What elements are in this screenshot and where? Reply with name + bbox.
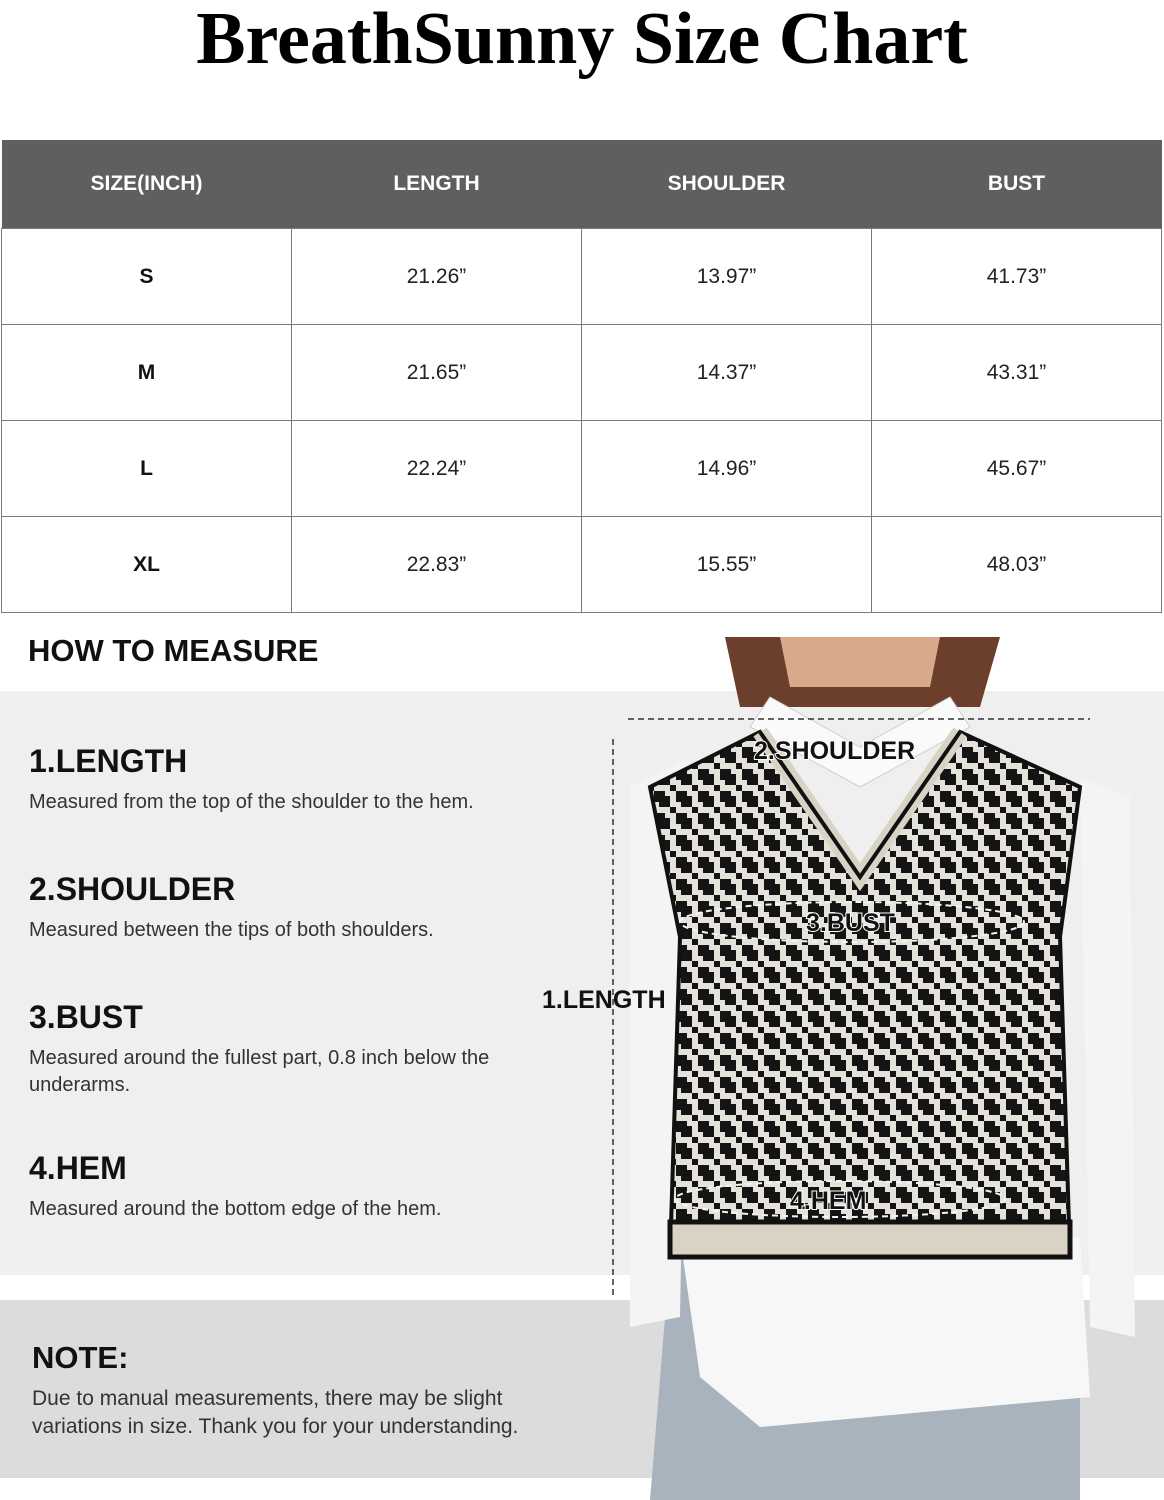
vest-shape bbox=[650, 732, 1080, 1257]
table-row bbox=[2, 325, 1162, 421]
size-cell: L bbox=[2, 421, 292, 517]
length-cell: 22.83” bbox=[292, 517, 582, 613]
note-text: Due to manual measurements, there may be slight variations in size. Thank you for your understanding. bbox=[32, 1387, 519, 1438]
length-label: 1.LENGTH bbox=[542, 986, 666, 1014]
measure-description: Measured between the tips of both shoulders. bbox=[29, 919, 434, 941]
bust-cell: 43.31” bbox=[872, 325, 1162, 421]
measure-item-hem bbox=[29, 1150, 589, 1223]
hem-band bbox=[670, 1222, 1070, 1257]
vest-diagram bbox=[610, 637, 1164, 1500]
column-header-shoulder: SHOULDER bbox=[582, 140, 872, 229]
shoulder-cell: 14.37” bbox=[582, 325, 872, 421]
hem-label: 4.HEM bbox=[790, 1187, 867, 1215]
page-title: BreathSunny Size Chart bbox=[196, 0, 968, 80]
measure-description: Measured around the fullest part, 0.8 inch below the underarms. bbox=[29, 1047, 490, 1096]
column-header-length: LENGTH bbox=[292, 140, 582, 229]
length-cell: 21.65” bbox=[292, 325, 582, 421]
measure-heading: 1.LENGTH bbox=[29, 743, 188, 779]
table-row bbox=[2, 229, 1162, 325]
measure-item-length bbox=[29, 743, 589, 816]
face-shape bbox=[780, 637, 940, 687]
bust-cell: 48.03” bbox=[872, 517, 1162, 613]
size-table bbox=[1, 140, 1162, 613]
column-header-bust: BUST bbox=[872, 140, 1162, 229]
right-sleeve bbox=[1080, 777, 1135, 1337]
measure-description: Measured from the top of the shoulder to the hem. bbox=[29, 791, 474, 813]
note-title: NOTE: bbox=[32, 1340, 129, 1375]
measure-heading: 2.SHOULDER bbox=[29, 871, 236, 907]
measure-item-bust bbox=[29, 999, 589, 1099]
measure-item-shoulder bbox=[29, 871, 589, 944]
model-photo bbox=[610, 637, 1164, 1500]
length-cell: 21.26” bbox=[292, 229, 582, 325]
table-header-row bbox=[2, 140, 1162, 229]
table-row bbox=[2, 421, 1162, 517]
size-cell: S bbox=[2, 229, 292, 325]
measure-heading: 3.BUST bbox=[29, 999, 143, 1035]
size-cell: XL bbox=[2, 517, 292, 613]
bust-cell: 41.73” bbox=[872, 229, 1162, 325]
shirt-tail bbox=[680, 1237, 1090, 1427]
measure-heading: 4.HEM bbox=[29, 1150, 127, 1186]
table-row bbox=[2, 517, 1162, 613]
bust-label: 3.BUST bbox=[806, 909, 895, 937]
how-to-measure-title: HOW TO MEASURE bbox=[28, 633, 319, 668]
column-header-size: SIZE(INCH) bbox=[2, 140, 292, 229]
measure-description: Measured around the bottom edge of the hem. bbox=[29, 1198, 442, 1220]
length-cell: 22.24” bbox=[292, 421, 582, 517]
size-cell: M bbox=[2, 325, 292, 421]
bust-cell: 45.67” bbox=[872, 421, 1162, 517]
shoulder-cell: 13.97” bbox=[582, 229, 872, 325]
shoulder-cell: 15.55” bbox=[582, 517, 872, 613]
shoulder-cell: 14.96” bbox=[582, 421, 872, 517]
shoulder-label: 2.SHOULDER bbox=[754, 737, 916, 765]
